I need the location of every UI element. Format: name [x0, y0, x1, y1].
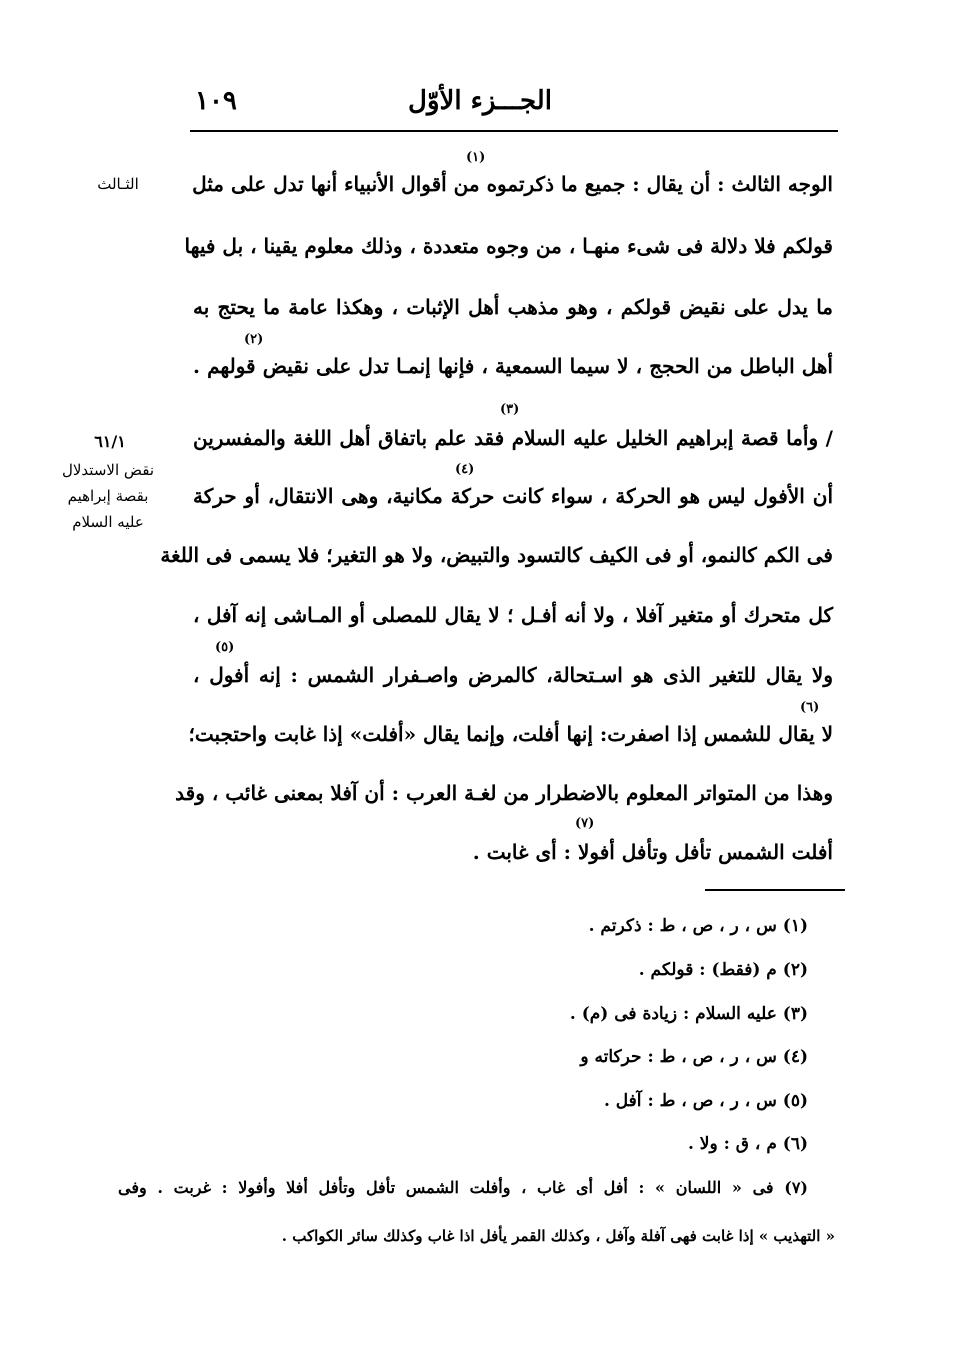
- footnote: (٤) س ، ر ، ص ، ط : حركاته و: [580, 1047, 808, 1067]
- body-line: أن الأفول ليس هو الحركة ، سواء كانت حركة مكانية، وهى الانتقال، أو حركة: [193, 484, 833, 508]
- footnote-mark: (١): [466, 150, 486, 165]
- body-line: قولكم فلا دلالة فى شىء منهـا ، من وجوه متعددة ، وذلك معلوم يقينا ، بل فيها: [184, 234, 833, 258]
- page-number: ١٠٩: [195, 86, 237, 116]
- body-line: أهل الباطل من الحجج ، لا سيما السمعية ، فإنها إنمـا تدل على نقيض قولهم .: [193, 354, 833, 378]
- margin-note-third: الثـالث: [97, 175, 139, 193]
- body-line: ما يدل على نقيض قولكم ، وهو مذهب أهل الإثبات ، وهكذا عامة ما يحتج به: [193, 295, 833, 319]
- footnote: (٥) س ، ر ، ص ، ط : آفل .: [603, 1091, 808, 1111]
- footnote-rule: [705, 889, 845, 891]
- margin-note-topic-1: نقض الاستدلال: [61, 461, 155, 479]
- footnote-mark: (٦): [800, 700, 820, 715]
- footnote-mark: (٧): [575, 816, 595, 831]
- footnote-mark: (٥): [215, 640, 235, 655]
- body-line: ولا يقال للتغير الذى هو اسـتحالة، كالمرض واصـفرار الشمس : إنه أفول ،: [193, 663, 833, 687]
- footnote-mark: (٢): [244, 332, 264, 347]
- footnote: (٦) م ، ق : ولا .: [687, 1134, 808, 1154]
- body-line: / وأما قصة إبراهيم الخليل عليه السلام فقد علم باتفاق أهل اللغة والمفسرين: [193, 426, 833, 450]
- body-line: كل متحرك أو متغير آفلا ، ولا أنه أفـل ؛ لا يقال للمصلى أو المـاشى إنه آفل ،: [193, 603, 833, 627]
- body-line: فى الكم كالنمو، أو فى الكيف كالتسود والتبيض، ولا هو التغير؛ فلا يسمى فى اللغة: [160, 543, 833, 567]
- footnote-mark: (٣): [500, 402, 520, 417]
- margin-note-topic-2: بقصة إبراهيم: [67, 487, 149, 505]
- footnote: (٣) عليه السلام : زيادة فى (م) .: [569, 1004, 808, 1024]
- footnote: « التهذيب » إذا غابت فهى آفلة وآفل ، وكذلك القمر يأفل اذا غاب وكذلك سائر الكواكب .: [281, 1227, 835, 1245]
- header-rule: [190, 130, 838, 132]
- margin-note-ref: ٦١/١: [94, 432, 126, 451]
- footnote: (٧) فى « اللسان » : أفل أى غاب ، وأفلت الشمس تأفل وتأفل أفلا وأفولا : غربت . وفى: [118, 1178, 808, 1197]
- footnote-mark: (٤): [455, 462, 475, 477]
- footnote: (٢) م (فقط) : قولكم .: [638, 960, 808, 980]
- margin-note-topic-3: عليه السلام: [72, 513, 144, 531]
- body-line: الوجه الثالث : أن يقال : جميع ما ذكرتموه من أقوال الأنبياء أنها تدل على مثل: [192, 172, 833, 196]
- footnote: (١) س ، ر ، ص ، ط : ذكرتم .: [588, 916, 808, 936]
- body-line: وهذا من المتواتر المعلوم بالاضطرار من لغـة العرب : أن آفلا بمعنى غائب ، وقد: [175, 781, 833, 805]
- body-line: لا يقال للشمس إذا اصفرت: إنها أفلت، وإنما يقال «أفلت» إذا غابت واحتجبت؛: [188, 722, 833, 746]
- running-head: الجـــزء الأوّل: [408, 86, 552, 116]
- body-line: أفلت الشمس تأفل وتأفل أفولا : أى غابت .: [472, 840, 833, 864]
